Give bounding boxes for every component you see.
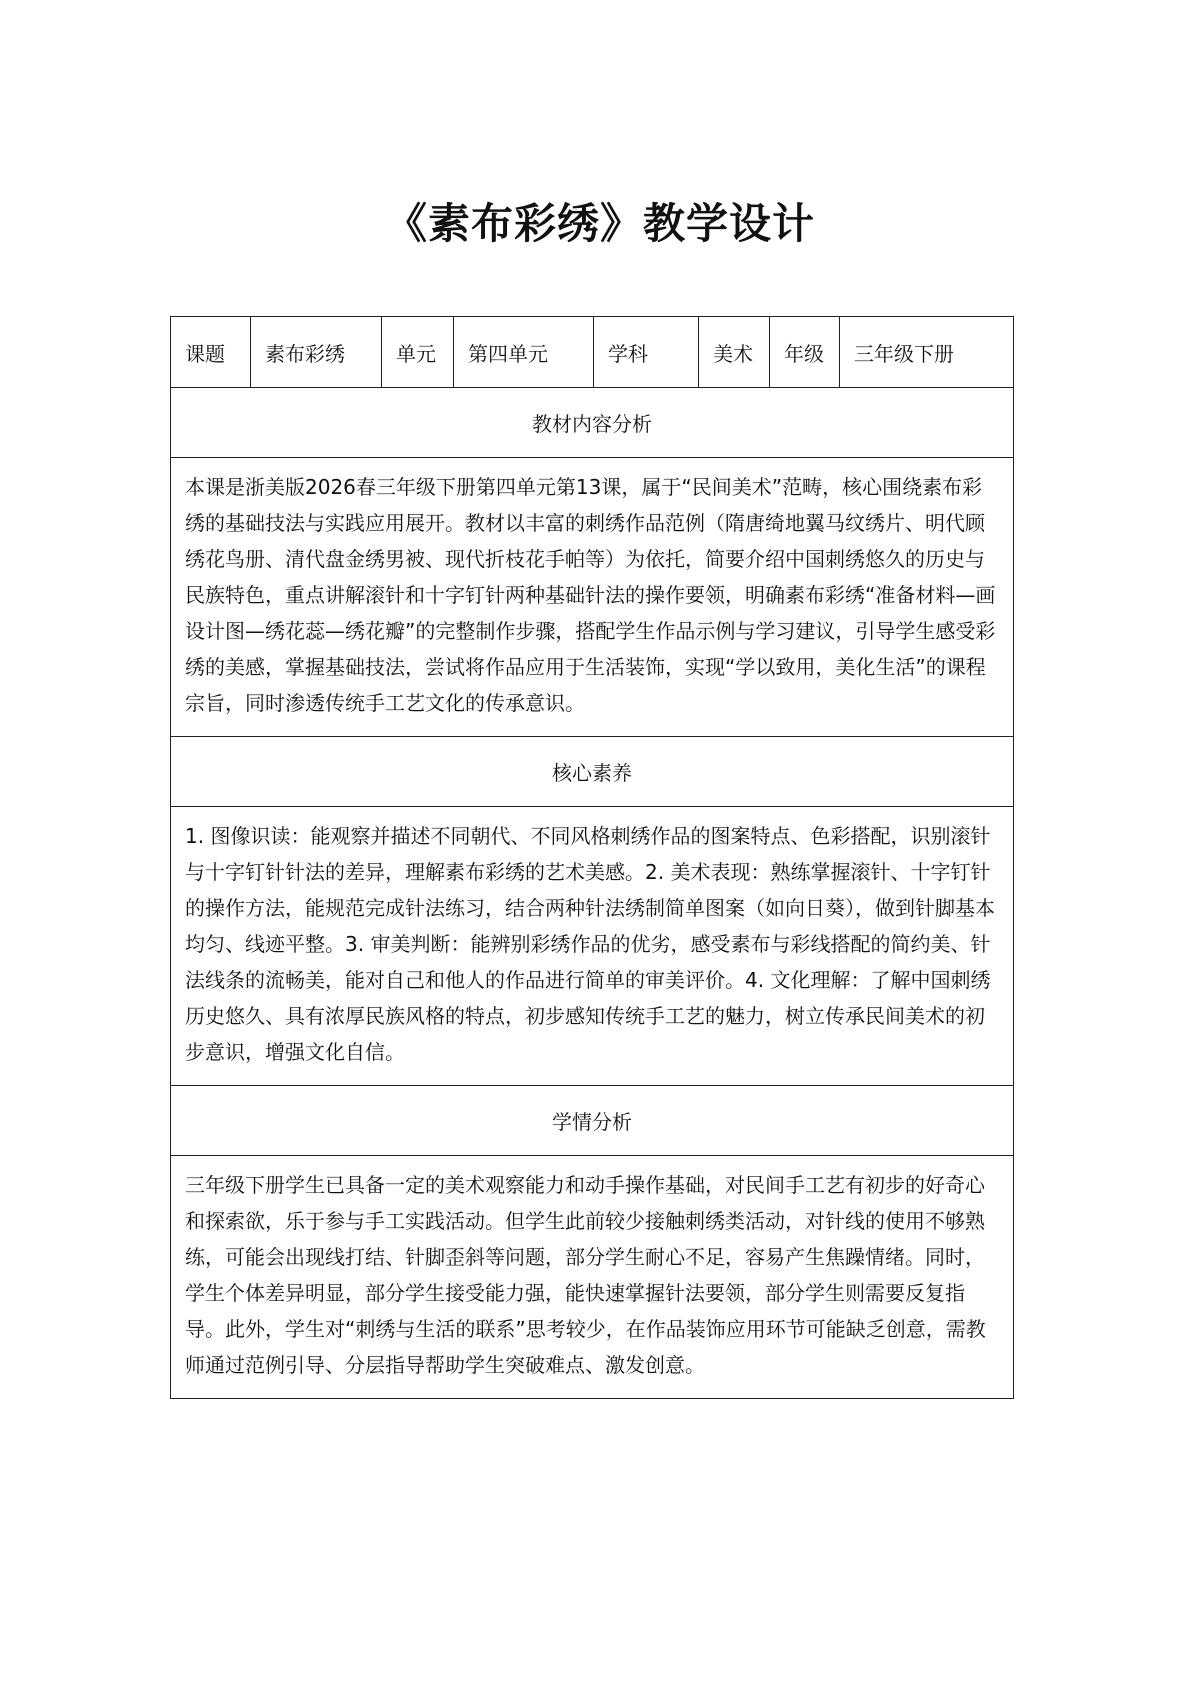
student-analysis-content: 三年级下册学生已具备一定的美术观察能力和动手操作基础，对民间手工艺有初步的好奇心和探索欲，乐于参与手工实践活动。但学生此前较少接触刺绣类活动，对针线的使用不够熟练，可能会出现线打结、针脚歪斜等问题，部分学生耐心不足，容易产生焦躁情绪。同时，学生个体差异明显，部分学生接受能力强，能快速掌握针法要领，部分学生则需要反复指导。此外，学生对“刺绣与生活的联系”思考较少，在作品装饰应用环节可能缺乏创意，需教师通过范例引导、分层指导帮助学生突破难点、激发创意。 (171, 1156, 1014, 1399)
section-content-row (171, 1156, 1014, 1399)
subject-value: 美术 (699, 317, 770, 388)
grade-label: 年级 (770, 317, 840, 388)
section-heading-row (171, 1086, 1014, 1156)
lesson-table (170, 316, 1014, 1399)
subject-label: 学科 (594, 317, 699, 388)
document-title: 《素布彩绣》教学设计 (384, 199, 815, 248)
info-row (171, 317, 1014, 388)
unit-label: 单元 (382, 317, 454, 388)
section-heading-row (171, 737, 1014, 807)
section-heading-row (171, 388, 1014, 458)
topic-label: 课题 (171, 317, 251, 388)
material-analysis-content: 本课是浙美版2026春三年级下册第四单元第13课，属于“民间美术”范畴，核心围绕素布彩绣的基础技法与实践应用展开。教材以丰富的刺绣作品范例（隋唐绮地翼马纹绣片、明代顾绣花鸟册、清代盘金绣男被、现代折枝花手帕等）为依托，简要介绍中国刺绣悠久的历史与民族特色，重点讲解滚针和十字钉针两种基础针法的操作要领，明确素布彩绣“准备材料—画设计图—绣花蕊—绣花瓣”的完整制作步骤，搭配学生作品示例与学习建议，引导学生感受彩绣的美感，掌握基础技法，尝试将作品应用于生活装饰，实现“学以致用，美化生活”的课程宗旨，同时渗透传统手工艺文化的传承意识。 (171, 458, 1014, 737)
core-literacy-content: 1. 图像识读：能观察并描述不同朝代、不同风格刺绣作品的图案特点、色彩搭配，识别滚针与十字钉针针法的差异，理解素布彩绣的艺术美感。2. 美术表现：熟练掌握滚针、十字钉针的操作方法，能规范完成针法练习，结合两种针法绣制简单图案（如向日葵），做到针脚基本均匀、线迹平整。3. 审美判断：能辨别彩绣作品的优劣，感受素布与彩线搭配的简约美、针法线条的流畅美，能对自己和他人的作品进行简单的审美评价。4. 文化理解：了解中国刺绣历史悠久、具有浓厚民族风格的特点，初步感知传统手工艺的魅力，树立传承民间美术的初步意识，增强文化自信。 (171, 807, 1014, 1086)
topic-value: 素布彩绣 (251, 317, 382, 388)
student-analysis-heading: 学情分析 (171, 1086, 1014, 1156)
grade-value: 三年级下册 (840, 317, 1014, 388)
core-literacy-heading: 核心素养 (171, 737, 1014, 807)
section-content-row (171, 807, 1014, 1086)
unit-value: 第四单元 (454, 317, 594, 388)
material-analysis-heading: 教材内容分析 (171, 388, 1014, 458)
section-content-row (171, 458, 1014, 737)
